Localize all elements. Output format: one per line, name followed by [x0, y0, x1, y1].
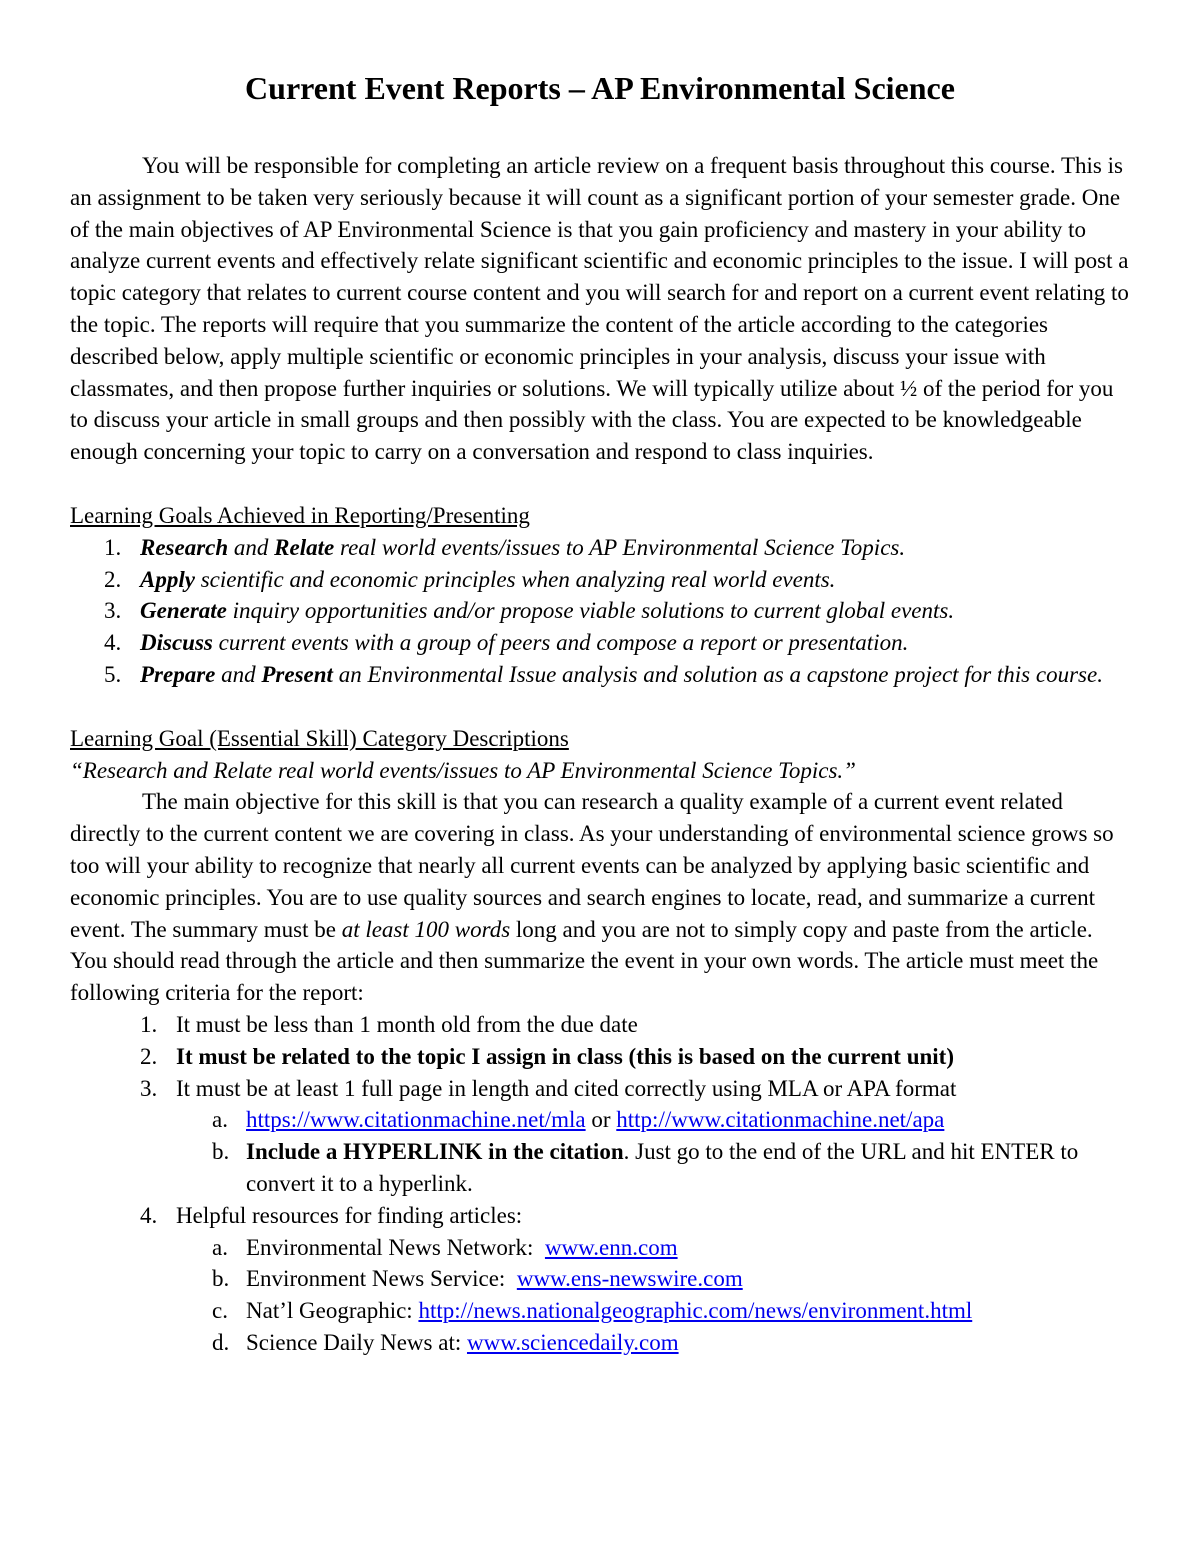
citation-sublist [176, 1104, 1130, 1199]
goal-text: scientific and economic principles when analyzing real world events. [194, 566, 836, 592]
sub-letter: b. [212, 1266, 230, 1292]
goal-item [70, 532, 1130, 564]
goal-verb-2: Present [261, 661, 333, 687]
resource-link-ens[interactable]: www.ens-newswire.com [516, 1266, 743, 1292]
sub-letter: a. [212, 1234, 228, 1260]
criteria-item [70, 1200, 1130, 1359]
criteria-item [70, 1041, 1130, 1073]
criteria-text: Helpful resources for finding articles: [176, 1202, 523, 1228]
resource-item [176, 1327, 1130, 1359]
document-page [70, 68, 1130, 1359]
criteria-number: 3. [140, 1075, 158, 1101]
goal-connector: and [228, 534, 275, 560]
goal-item [70, 564, 1130, 596]
goal-verb: Prepare [140, 661, 216, 687]
goal-text: current events with a group of peers and compose a report or presentation. [212, 630, 909, 656]
citation-apa-link[interactable]: http://www.citationmachine.net/apa [616, 1107, 945, 1133]
word-count-emphasis: at least 100 words [341, 916, 511, 942]
sub-item [176, 1104, 1130, 1136]
goal-number: 3. [104, 598, 122, 624]
skill-description [70, 786, 1130, 1009]
criteria-item [70, 1073, 1130, 1200]
criteria-item [70, 1009, 1130, 1041]
goal-number: 2. [104, 566, 122, 592]
sub-letter: d. [212, 1329, 230, 1355]
goal-verb: Discuss [140, 630, 213, 656]
hyperlink-instruction: Include a HYPERLINK in the citation [246, 1139, 624, 1165]
intro-paragraph: You will be responsible for completing an article review on a frequent basis throughout this course. This is an assignment to be taken very seriously because it will count as a significant portion of your semester grade. One of the main objectives of AP Environmental Science is that you gain proficiency and mastery in your ability to analyze current events and effectively relate significant scientific and economic principles to the issue. I will post a topic category that relates to current course content and you will search for and report on a current event relating to the topic. The reports will require that you summarize the content of the article according to the categories described below, apply multiple scientific or economic principles in your analysis, discuss your issue with classmates, and then propose further inquiries or solutions. We will typically utilize about ½ of the period for you to discuss your article in small groups and then possibly with the class. You are expected to be knowledgeable enough concerning your topic to carry on a conversation and respond to class inquiries. [70, 153, 1129, 465]
or-text: or [585, 1107, 617, 1133]
criteria-text: It must be at least 1 full page in length and cited correctly using MLA or APA format [176, 1075, 957, 1101]
goal-item [70, 627, 1130, 659]
skill-text-2: long and you are not to simply copy and paste from the article. You should read through the article and then summarize the event in your own words. The article must meet the following criteria for the report: [70, 916, 1099, 1006]
criteria-number: 2. [140, 1043, 158, 1069]
goal-number: 5. [104, 661, 122, 687]
resource-link-sciencedaily[interactable]: www.sciencedaily.com [466, 1329, 679, 1355]
criteria-text: It must be less than 1 month old from the due date [176, 1011, 638, 1037]
goal-number: 4. [104, 630, 122, 656]
criteria-number: 4. [140, 1202, 158, 1228]
goal-text: real world events/issues to AP Environmental Science Topics. [334, 534, 906, 560]
resource-item [176, 1263, 1130, 1295]
goal-text: inquiry opportunities and/or propose viable solutions to current global events. [226, 598, 955, 624]
resource-label: Environmental News Network: [246, 1234, 545, 1260]
hyperlink-instruction-rest: . Just go to the end of the URL and hit ENTER to convert it to a hyperlink. [246, 1139, 1079, 1196]
skill-text-1: The main objective for this skill is that you can research a quality example of a current event related directly to the current content we are covering in class. As your understanding of environmental science grows so too will your ability to recognize that nearly all current events can be analyzed by applying basic scientific and economic principles. You are to use quality sources and search engines to locate, read, and summarize a current event. The summary must be [70, 789, 1114, 942]
sub-letter: a. [212, 1107, 228, 1133]
citation-mla-link[interactable]: https://www.citationmachine.net/mla [246, 1107, 586, 1133]
goal-text: an Environmental Issue analysis and solution as a capstone project for this course. [332, 661, 1103, 687]
categories-heading: Learning Goal (Essential Skill) Category Descriptions [70, 725, 569, 751]
resource-item [176, 1295, 1130, 1327]
sub-item [176, 1136, 1130, 1200]
goals-list [70, 532, 1130, 691]
resource-label: Science Daily News at: [246, 1329, 467, 1355]
resource-label: Nat’l Geographic: [246, 1298, 419, 1324]
goal-verb: Research [140, 534, 229, 560]
criteria-number: 1. [140, 1011, 158, 1037]
resources-sublist [176, 1232, 1130, 1359]
resource-label: Environment News Service: [246, 1266, 517, 1292]
goal-verb-2: Relate [274, 534, 335, 560]
goal-item [70, 595, 1130, 627]
criteria-text: It must be related to the topic I assign in class (this is based on the current unit) [176, 1043, 954, 1069]
goal-verb: Apply [140, 566, 195, 592]
sub-letter: b. [212, 1139, 230, 1165]
goal-number: 1. [104, 534, 122, 560]
goal-connector: and [215, 661, 262, 687]
goal-verb: Generate [140, 598, 227, 624]
goal-item [70, 659, 1130, 691]
sub-letter: c. [212, 1298, 228, 1324]
resource-item [176, 1232, 1130, 1264]
page-title: Current Event Reports – AP Environmental Science [245, 70, 955, 106]
resource-link-natgeo[interactable]: http://news.nationalgeographic.com/news/environment.html [418, 1298, 973, 1324]
goals-heading: Learning Goals Achieved in Reporting/Presenting [70, 502, 530, 528]
criteria-list [70, 1009, 1130, 1359]
resource-link-enn[interactable]: www.enn.com [544, 1234, 678, 1260]
skill-quote: “Research and Relate real world events/issues to AP Environmental Science Topics.” [70, 757, 856, 783]
